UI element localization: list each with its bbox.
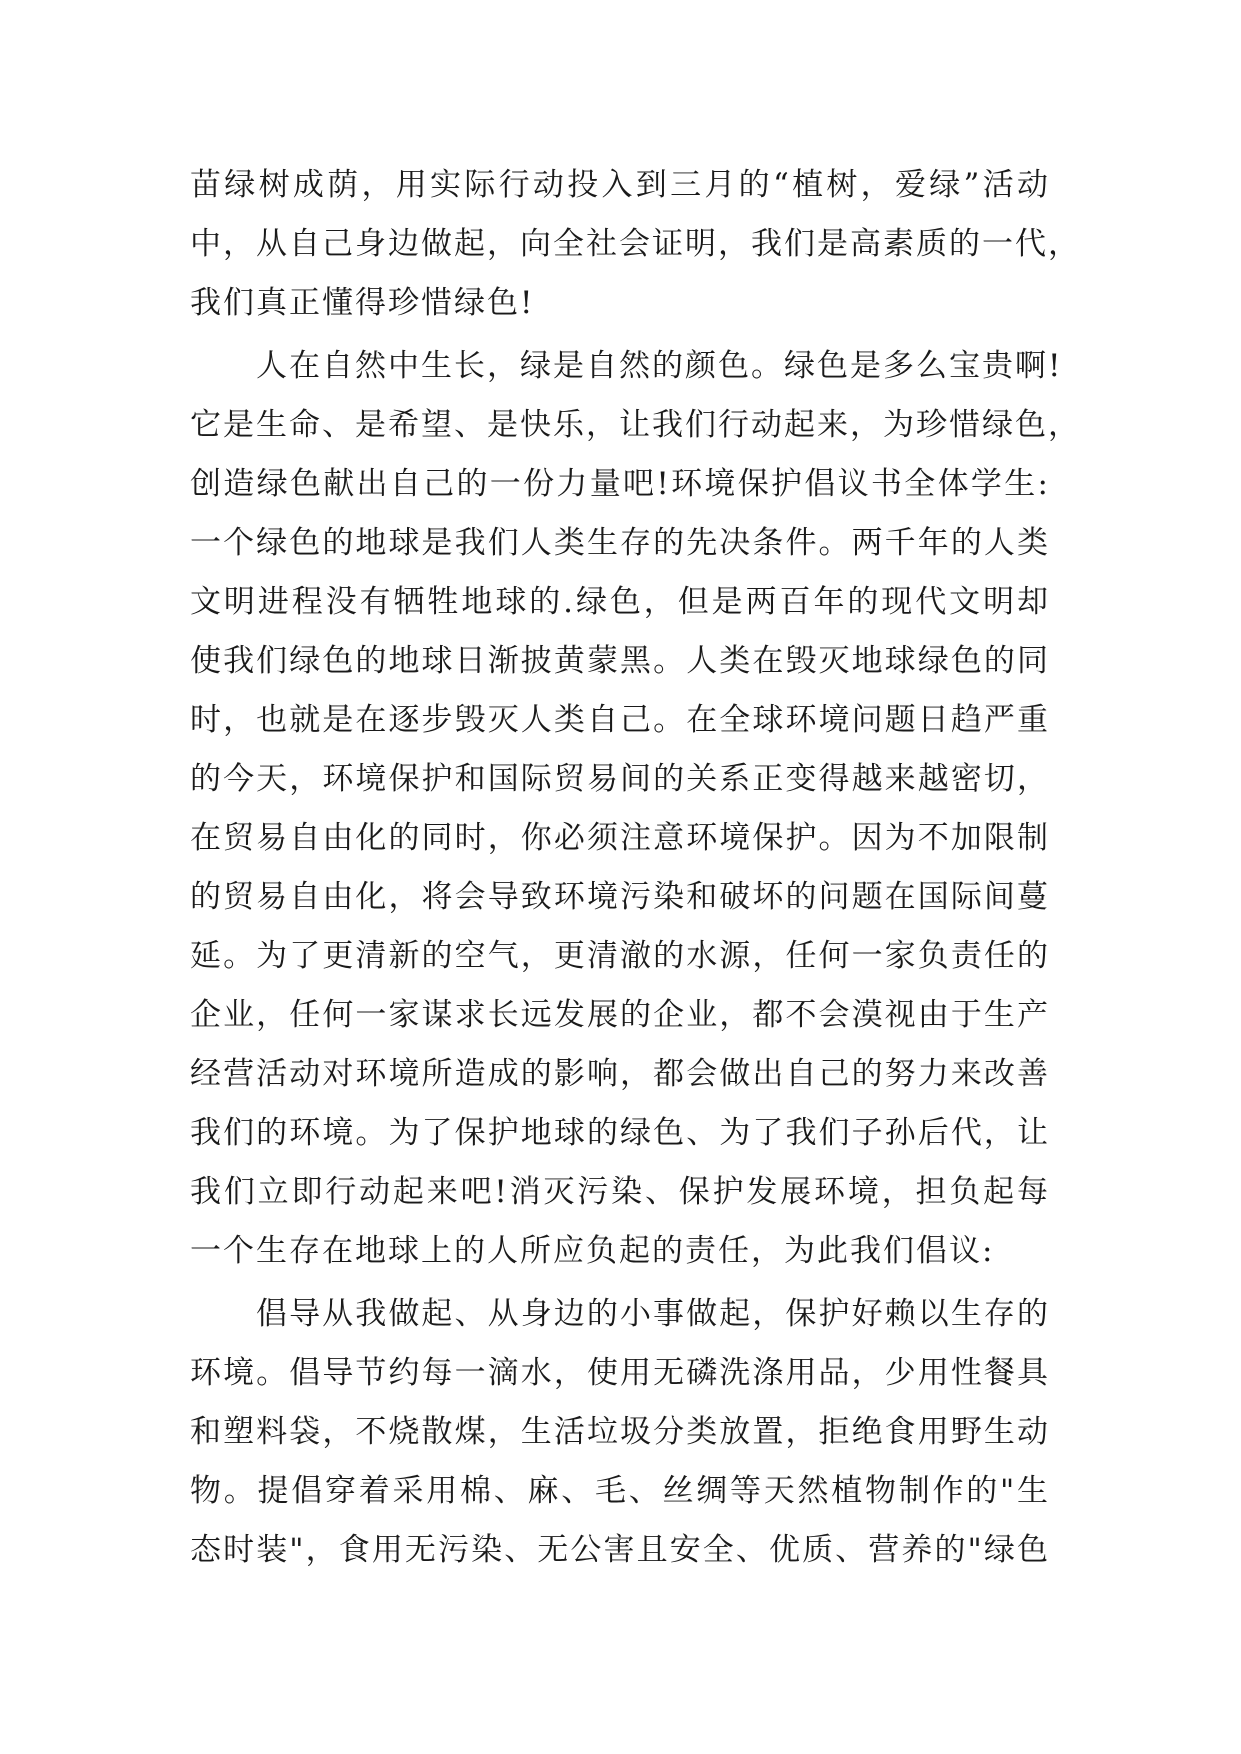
text-line: 态时装"，食用无污染、无公害且安全、优质、营养的"绿色 xyxy=(190,1532,1050,1568)
text-line: 它是生命、是希望、是快乐，让我们行动起来，为珍惜绿色， xyxy=(190,407,1081,443)
text-line: 的今天，环境保护和国际贸易间的关系正变得越来越密切， xyxy=(190,761,1050,797)
text-line: 和塑料袋，不烧散煤，生活垃圾分类放置，拒绝食用野生动 xyxy=(190,1414,1050,1450)
text-line: 我们真正懂得珍惜绿色! xyxy=(190,285,535,321)
text-line: 延。为了更清新的空气，更清澈的水源，任何一家负责任的 xyxy=(190,938,1050,974)
text-line: 文明进程没有牺牲地球的.绿色，但是两百年的现代文明却 xyxy=(190,584,1050,620)
text-line: 经营活动对环境所造成的影响，都会做出自己的努力来改善 xyxy=(190,1056,1050,1092)
body-text xyxy=(190,156,1081,1580)
text-line: 一个生存在地球上的人所应负起的责任，为此我们倡议: xyxy=(190,1233,995,1269)
text-line: 一个绿色的地球是我们人类生存的先决条件。两千年的人类 xyxy=(190,525,1050,561)
text-line: 在贸易自由化的同时，你必须注意环境保护。因为不加限制 xyxy=(190,820,1050,856)
text-line: 的贸易自由化，将会导致环境污染和破坏的问题在国际间蔓 xyxy=(190,879,1050,915)
text-line: 人在自然中生长，绿是自然的颜色。绿色是多么宝贵啊! xyxy=(256,348,1063,384)
text-line: 企业，任何一家谋求长远发展的企业，都不会漠视由于生产 xyxy=(190,997,1050,1033)
text-line: 时，也就是在逐步毁灭人类自己。在全球环境问题日趋严重 xyxy=(190,702,1050,738)
text-line: 我们立即行动起来吧!消灭污染、保护发展环境，担负起每 xyxy=(190,1174,1050,1210)
text-line: 环境。倡导节约每一滴水，使用无磷洗涤用品，少用性餐具 xyxy=(190,1355,1050,1391)
text-line: 物。提倡穿着采用棉、麻、毛、丝绸等天然植物制作的"生 xyxy=(190,1473,1050,1509)
text-line: 中，从自己身边做起，向全社会证明，我们是高素质的一代， xyxy=(190,226,1081,262)
text-line: 我们的环境。为了保护地球的绿色、为了我们子孙后代，让 xyxy=(190,1115,1050,1151)
text-line: 创造绿色献出自己的一份力量吧!环境保护倡议书全体学生: xyxy=(190,466,1050,502)
text-line: 使我们绿色的地球日渐披黄蒙黑。人类在毁灭地球绿色的同 xyxy=(190,643,1050,679)
text-line: 倡导从我做起、从身边的小事做起，保护好赖以生存的 xyxy=(256,1296,1050,1332)
text-line: 苗绿树成荫，用实际行动投入到三月的“植树，爱绿”活动 xyxy=(190,167,1050,203)
